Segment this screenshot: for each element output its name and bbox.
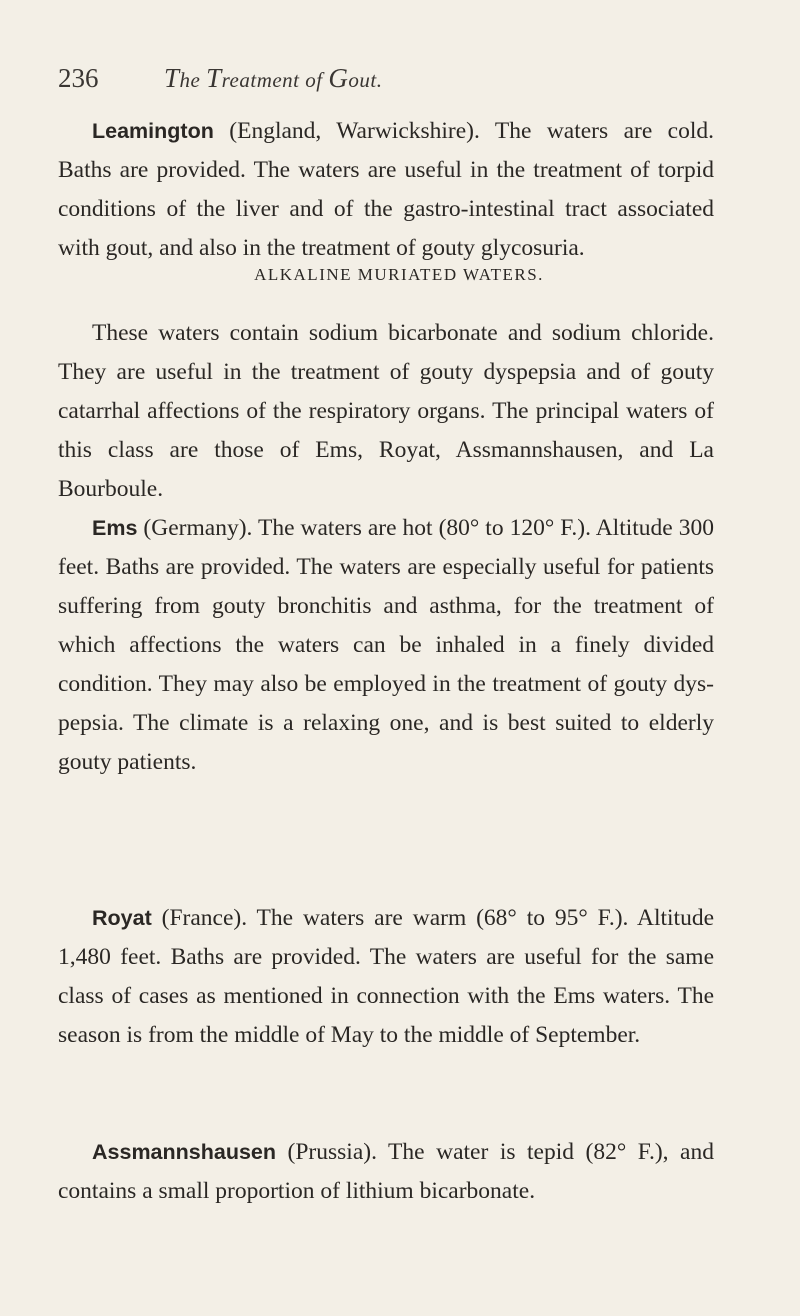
entry-name: Leamington: [92, 119, 214, 143]
page-number: 236: [58, 63, 99, 93]
entry-royat: [58, 899, 714, 1055]
entry-name: Ems: [92, 516, 138, 540]
entry-ems: [58, 509, 714, 782]
entry-text: (England, Warwickshire). The waters are cold. Baths are provided. The waters are useful in the treatment of torpid conditions of the liver and of the gastro-intestinal tract associated with gout, and also in the treatment of gouty glycosuria.: [58, 118, 714, 261]
title-letter: T: [164, 63, 180, 93]
title-letter: T: [206, 63, 222, 93]
entry-text: (France). The waters are warm (68° to 95° F.). Altitude 1,480 feet. Baths are provided. The waters are useful for the same class of cases as mentioned in connection with the Ems waters. The season is from the middle of May to the middle of September.: [58, 905, 714, 1048]
title-part: he: [179, 68, 207, 92]
title-part: out.: [348, 68, 383, 92]
running-head: [58, 58, 738, 98]
entry-assmannshausen: [58, 1133, 714, 1211]
entry-text: (Prussia). The water is tepid (82° F.), and contains a small proportion of lithium bicarbonate.: [58, 1139, 714, 1204]
title-part: of: [305, 68, 329, 92]
title-part: reatment: [221, 68, 306, 92]
title-letter: G: [328, 63, 349, 93]
entry-leamington: [58, 112, 714, 268]
entry-name: Assmannshausen: [92, 1140, 277, 1164]
running-title: [164, 58, 382, 100]
book-page: [58, 40, 738, 1280]
entry-name: Royat: [92, 906, 152, 930]
section-heading: ALKALINE MURIATED WATERS.: [254, 265, 544, 284]
intro-paragraph: These waters contain sodium bicarbonate and sodium chloride. They are useful in the treatment of gouty dyspepsia and of gouty catarrhal affections of the respiratory organs. The principal waters of this class are those of Ems, Royat, Assmannshausen, and La Bourboule.: [58, 320, 714, 502]
entry-text: (Germany). The waters are hot (80° to 120° F.). Altitude 300 feet. Baths are provided. The waters are especially useful for patients suffering from gouty bronchitis and asthma, for the treatment of which affections the waters can be inhaled in a finely divided condition. They may also be employed in the treatment of gouty dyspepsia. The climate is a relaxing one, and is best suited to elderly gouty patients.: [58, 515, 714, 775]
